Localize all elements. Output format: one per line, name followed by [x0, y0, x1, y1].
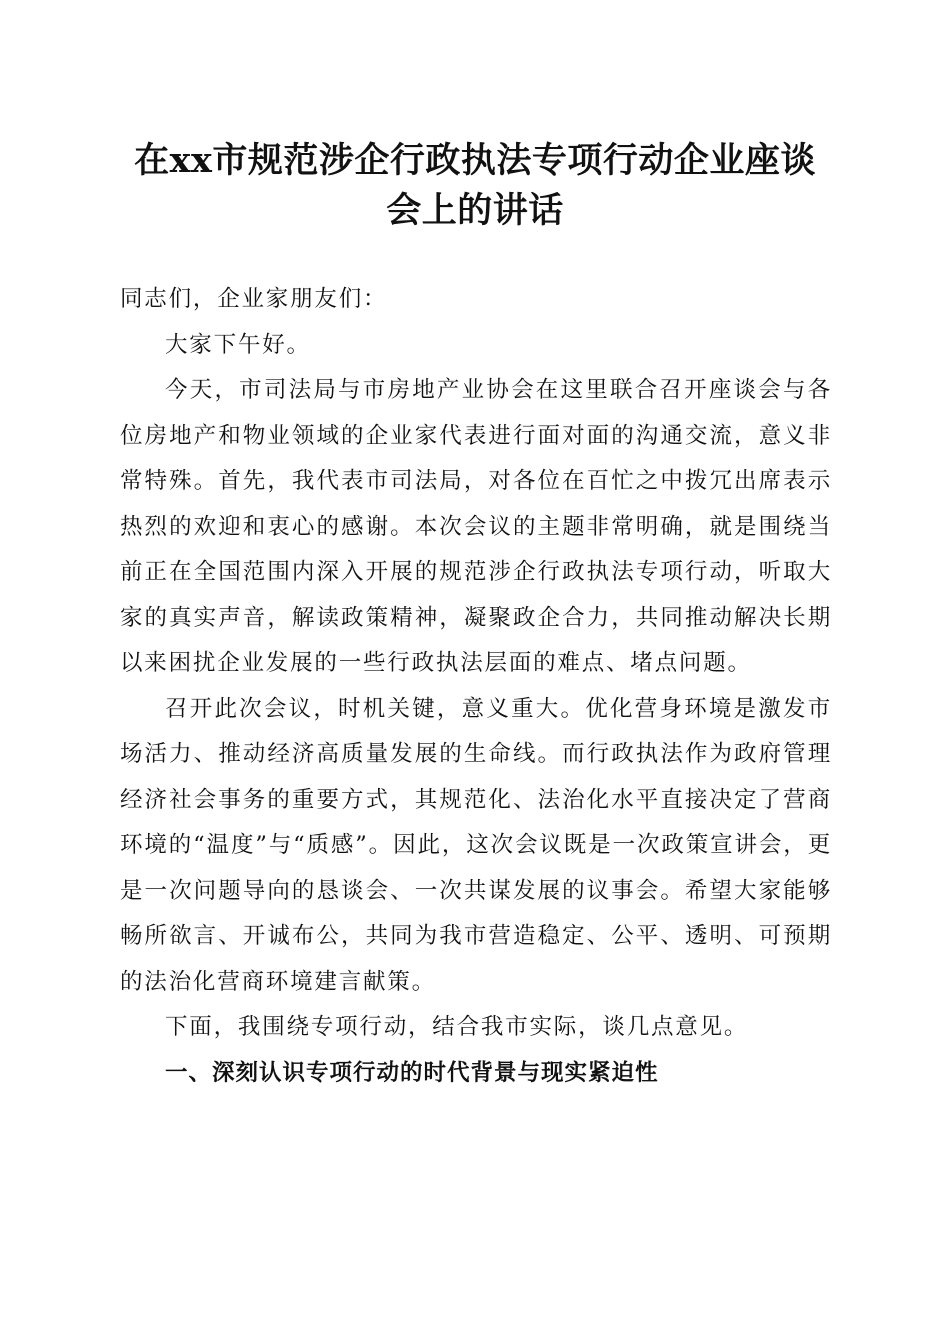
title-line-2: 会上的讲话: [386, 190, 564, 231]
document-title: [100, 136, 850, 236]
paragraph-transition: 下面，我围绕专项行动，结合我市实际，谈几点意见。: [165, 1014, 749, 1040]
salutation: 同志们，企业家朋友们：: [120, 286, 388, 312]
paragraph-greeting: 大家下午好。: [165, 331, 311, 358]
section-heading: 一、深刻认识专项行动的时代背景与现实紧迫性: [165, 1059, 659, 1086]
document-body: [120, 277, 832, 1096]
title-line-1: 在xx市规范涉企行政执法专项行动企业座谈: [134, 140, 816, 181]
paragraph-introduction: 今天，市司法局与市房地产业协会在这里联合召开座谈会与各位房地产和物业领域的企业家代表进行面对面的沟通交流，意义非常特殊。首先，我代表市司法局，对各位在百忙之中拨冗出席表示热烈的欢迎和衷心的感谢。本次会议的主题非常明确，就是围绕当前正在全国范围内深入开展的规范涉企行政执法专项行动，听取大家的真实声音，解读政策精神，凝聚政企合力，共同推动解决长期以来困扰企业发展的一些行政执法层面的难点、堵点问题。: [120, 377, 832, 676]
paragraph-significance: 召开此次会议，时机关键，意义重大。优化营身环境是激发市场活力、推动经济高质量发展的生命线。而行政执法作为政府管理经济社会事务的重要方式，其规范化、法治化水平直接决定了营商环境的“温度”与“质感”。因此，这次会议既是一次政策宣讲会，更是一次问题导向的恳谈会、一次共谋发展的议事会。希望大家能够畅所欲言、开诚布公，共同为我市营造稳定、公平、透明、可预期的法治化营商环境建言献策。: [120, 695, 832, 995]
